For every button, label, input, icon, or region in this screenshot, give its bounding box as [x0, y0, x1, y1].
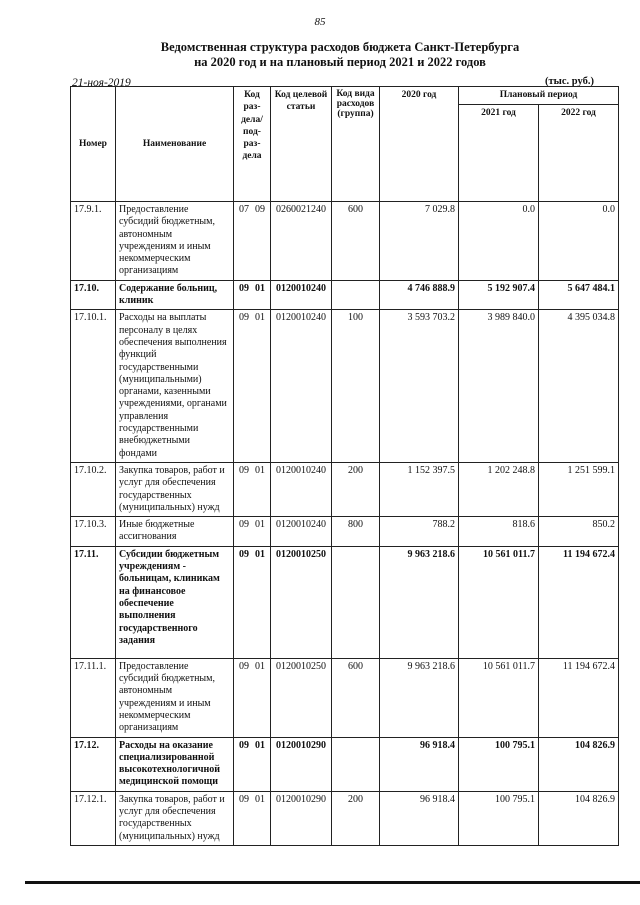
row-target-code: 0120010240 — [271, 517, 332, 547]
table-row — [71, 517, 619, 547]
row-name: Предоставление субсидий бюджетным, автономным учреждениям и иным некоммерческим организациям — [116, 658, 234, 737]
row-name: Закупка товаров, работ и услуг для обеспечения государственных (муниципальных) нужд — [116, 462, 234, 516]
row-target-code: 0120010250 — [271, 546, 332, 658]
row-section-code — [234, 310, 271, 463]
row-section: 09 — [239, 312, 249, 324]
row-amount-2020: 7 029.8 — [380, 202, 459, 281]
row-subsection: 01 — [255, 660, 265, 672]
row-section-code — [234, 546, 271, 658]
row-amount-2022: 104 826.9 — [539, 737, 619, 791]
table-row — [71, 546, 619, 658]
row-section: 09 — [239, 548, 249, 560]
page-title — [60, 40, 620, 70]
table-row — [71, 737, 619, 791]
row-expense-type: 600 — [332, 658, 380, 737]
row-amount-2020: 4 746 888.9 — [380, 280, 459, 310]
row-amount-2022: 11 194 672.4 — [539, 658, 619, 737]
row-amount-2022: 1 251 599.1 — [539, 462, 619, 516]
document-date: 21-ноя-2019 — [72, 77, 131, 89]
row-expense-type — [332, 280, 380, 310]
row-amount-2020: 1 152 397.5 — [380, 462, 459, 516]
row-section-code — [234, 202, 271, 281]
header-expense-type: Код вида расходов (группа) — [332, 87, 380, 202]
row-number: 17.12.1. — [71, 791, 116, 845]
row-section: 07 — [239, 204, 249, 215]
row-amount-2021: 5 192 907.4 — [459, 280, 539, 310]
row-amount-2021: 0.0 — [459, 202, 539, 281]
table-row — [71, 202, 619, 281]
row-section-code — [234, 737, 271, 791]
row-number: 17.10.2. — [71, 462, 116, 516]
row-section: 09 — [239, 464, 249, 476]
header-name: Наименование — [116, 87, 234, 202]
row-amount-2021: 100 795.1 — [459, 791, 539, 845]
row-name: Расходы на выплаты персоналу в целях обеспечения выполнения функций государственными (муниципальными) органами, казенными учреждениями, органами управления государственными внебюджетными фондами — [116, 310, 234, 463]
header-2020: 2020 год — [380, 87, 459, 202]
row-name: Предоставление субсидий бюджетным, автономным учреждениям и иным некоммерческим организациям — [116, 202, 234, 281]
row-subsection: 01 — [255, 548, 265, 560]
row-name: Расходы на оказание специализированной высокотехнологичной медицинской помощи — [116, 737, 234, 791]
row-amount-2021: 10 561 011.7 — [459, 546, 539, 658]
row-amount-2021: 3 989 840.0 — [459, 310, 539, 463]
row-amount-2020: 9 963 218.6 — [380, 546, 459, 658]
row-number: 17.11.1. — [71, 658, 116, 737]
row-subsection: 01 — [255, 793, 265, 805]
row-name: Содержание больниц, клиник — [116, 280, 234, 310]
row-name: Субсидии бюджетным учреждениям - больницам, клиникам на финансовое обеспечение выполнения государственного задания — [116, 546, 234, 658]
table-row — [71, 280, 619, 310]
row-target-code: 0120010250 — [271, 658, 332, 737]
row-amount-2022: 11 194 672.4 — [539, 546, 619, 658]
row-section-code — [234, 658, 271, 737]
row-amount-2020: 96 918.4 — [380, 791, 459, 845]
row-amount-2021: 818.6 — [459, 517, 539, 547]
row-amount-2021: 1 202 248.8 — [459, 462, 539, 516]
row-subsection: 01 — [255, 282, 265, 294]
table-row — [71, 310, 619, 463]
row-expense-type — [332, 737, 380, 791]
row-number: 17.12. — [71, 737, 116, 791]
header-target-code: Код целевой статьи — [271, 87, 332, 202]
row-amount-2020: 3 593 703.2 — [380, 310, 459, 463]
table-body — [71, 202, 619, 846]
budget-table — [70, 86, 619, 846]
row-subsection: 01 — [255, 739, 265, 751]
row-subsection: 01 — [255, 312, 265, 324]
row-number: 17.10.3. — [71, 517, 116, 547]
row-amount-2022: 5 647 484.1 — [539, 280, 619, 310]
row-number: 17.10. — [71, 280, 116, 310]
table-row — [71, 658, 619, 737]
row-subsection: 09 — [255, 204, 265, 215]
row-section-code — [234, 280, 271, 310]
header-2022: 2022 год — [539, 105, 619, 202]
page-number: 85 — [314, 16, 326, 28]
row-expense-type: 200 — [332, 462, 380, 516]
table-row — [71, 791, 619, 845]
row-section: 09 — [239, 282, 249, 294]
bottom-rule — [25, 881, 640, 884]
row-amount-2022: 104 826.9 — [539, 791, 619, 845]
row-target-code: 0120010240 — [271, 280, 332, 310]
row-section: 09 — [239, 793, 249, 805]
row-amount-2022: 4 395 034.8 — [539, 310, 619, 463]
units-label: (тыс. руб.) — [545, 76, 594, 87]
row-amount-2020: 9 963 218.6 — [380, 658, 459, 737]
row-number: 17.11. — [71, 546, 116, 658]
table-row — [71, 462, 619, 516]
row-expense-type: 800 — [332, 517, 380, 547]
row-amount-2020: 96 918.4 — [380, 737, 459, 791]
row-target-code: 0260021240 — [271, 202, 332, 281]
row-expense-type: 200 — [332, 791, 380, 845]
row-section: 09 — [239, 660, 249, 672]
header-section-code: Код раз-дела/ под-раз-дела — [234, 87, 271, 202]
row-section-code — [234, 791, 271, 845]
header-2021: 2021 год — [459, 105, 539, 202]
title-line-2: на 2020 год и на плановый период 2021 и 2022 годов — [194, 55, 486, 69]
row-expense-type — [332, 546, 380, 658]
row-amount-2022: 0.0 — [539, 202, 619, 281]
row-amount-2021: 100 795.1 — [459, 737, 539, 791]
row-number: 17.10.1. — [71, 310, 116, 463]
title-line-1: Ведомственная структура расходов бюджета Санкт-Петербурга — [160, 40, 520, 54]
row-expense-type: 600 — [332, 202, 380, 281]
row-number: 17.9.1. — [71, 202, 116, 281]
row-amount-2020: 788.2 — [380, 517, 459, 547]
row-subsection: 01 — [255, 519, 265, 531]
row-section: 09 — [239, 519, 249, 531]
header-number: Номер — [71, 87, 116, 202]
row-target-code: 0120010240 — [271, 310, 332, 463]
row-amount-2021: 10 561 011.7 — [459, 658, 539, 737]
row-target-code: 0120010290 — [271, 737, 332, 791]
row-target-code: 0120010240 — [271, 462, 332, 516]
row-section-code — [234, 462, 271, 516]
row-expense-type: 100 — [332, 310, 380, 463]
header-planned-period: Плановый период — [459, 87, 619, 105]
row-section-code — [234, 517, 271, 547]
row-name: Закупка товаров, работ и услуг для обеспечения государственных (муниципальных) нужд — [116, 791, 234, 845]
row-target-code: 0120010290 — [271, 791, 332, 845]
row-name: Иные бюджетные ассигнования — [116, 517, 234, 547]
row-subsection: 01 — [255, 464, 265, 476]
row-amount-2022: 850.2 — [539, 517, 619, 547]
row-section: 09 — [239, 739, 249, 751]
